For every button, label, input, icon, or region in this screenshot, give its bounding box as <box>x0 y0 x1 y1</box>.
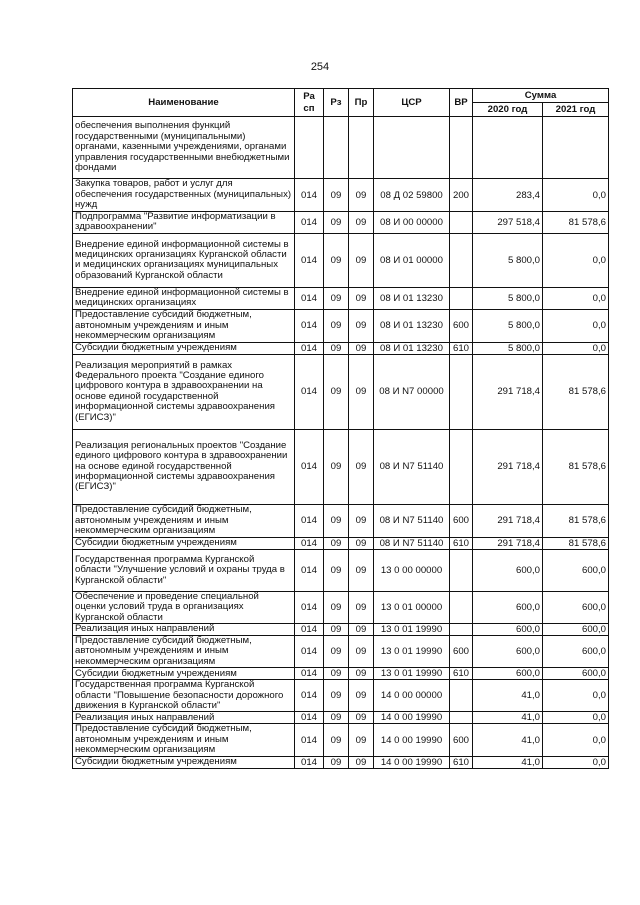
cell-csr: 08 И N7 51140 <box>374 429 450 504</box>
cell-pr: 09 <box>349 668 374 680</box>
cell-pr: 09 <box>349 624 374 636</box>
table-row <box>73 624 609 636</box>
cell-amount-2021: 81 578,6 <box>543 504 609 537</box>
cell-rz: 09 <box>324 636 349 668</box>
cell-rasp <box>295 117 324 179</box>
cell-amount-2020 <box>473 117 543 179</box>
cell-csr: 08 И N7 51140 <box>374 504 450 537</box>
cell-amount-2020: 283,4 <box>473 179 543 212</box>
cell-amount-2020: 291 718,4 <box>473 504 543 537</box>
cell-rz: 09 <box>324 179 349 212</box>
cell-vr <box>450 591 473 623</box>
table-row <box>73 724 609 756</box>
cell-vr: 600 <box>450 309 473 342</box>
table-row <box>73 668 609 680</box>
cell-amount-2020: 291 718,4 <box>473 354 543 429</box>
table-row <box>73 287 609 309</box>
cell-rasp: 014 <box>295 429 324 504</box>
cell-amount-2021: 0,0 <box>543 309 609 342</box>
cell-vr <box>450 680 473 712</box>
table-row <box>73 429 609 504</box>
cell-amount-2021: 0,0 <box>543 680 609 712</box>
cell-amount-2020: 600,0 <box>473 591 543 623</box>
cell-pr: 09 <box>349 756 374 768</box>
cell-rasp: 014 <box>295 549 324 591</box>
cell-csr: 08 И N7 00000 <box>374 354 450 429</box>
cell-rz: 09 <box>324 756 349 768</box>
cell-vr <box>450 287 473 309</box>
cell-csr: 08 И N7 51140 <box>374 537 450 549</box>
table-row <box>73 342 609 354</box>
cell-vr: 610 <box>450 537 473 549</box>
cell-csr: 14 0 00 19990 <box>374 756 450 768</box>
cell-pr <box>349 117 374 179</box>
cell-pr: 09 <box>349 179 374 212</box>
cell-rz: 09 <box>324 624 349 636</box>
cell-amount-2021: 0,0 <box>543 287 609 309</box>
cell-amount-2020: 600,0 <box>473 549 543 591</box>
cell-csr: 14 0 00 00000 <box>374 680 450 712</box>
cell-name: Подпрограмма "Развитие информатизации в здравоохранении" <box>73 212 295 234</box>
cell-pr: 09 <box>349 233 374 287</box>
cell-pr: 09 <box>349 680 374 712</box>
cell-rz: 09 <box>324 680 349 712</box>
header-rasp: Ра сп <box>295 89 324 117</box>
cell-amount-2021: 600,0 <box>543 591 609 623</box>
cell-vr <box>450 117 473 179</box>
header-rz: Рз <box>324 89 349 117</box>
cell-rz: 09 <box>324 212 349 234</box>
cell-vr <box>450 212 473 234</box>
cell-rasp: 014 <box>295 342 324 354</box>
cell-amount-2020: 291 718,4 <box>473 537 543 549</box>
cell-rasp: 014 <box>295 179 324 212</box>
cell-name: Внедрение единой информационной системы в медицинских организациях <box>73 287 295 309</box>
cell-rasp: 014 <box>295 591 324 623</box>
table-row <box>73 549 609 591</box>
cell-amount-2020: 5 800,0 <box>473 342 543 354</box>
cell-amount-2021: 600,0 <box>543 549 609 591</box>
cell-amount-2021: 81 578,6 <box>543 212 609 234</box>
cell-vr <box>450 354 473 429</box>
cell-rz: 09 <box>324 591 349 623</box>
cell-name: Предоставление субсидий бюджетным, автономным учреждениям и иным некоммерческим организациям <box>73 636 295 668</box>
header-csr: ЦСР <box>374 89 450 117</box>
cell-rz: 09 <box>324 309 349 342</box>
cell-rasp: 014 <box>295 287 324 309</box>
cell-vr: 600 <box>450 636 473 668</box>
table-row <box>73 212 609 234</box>
cell-amount-2021: 0,0 <box>543 724 609 756</box>
cell-amount-2020: 41,0 <box>473 712 543 724</box>
cell-rz: 09 <box>324 233 349 287</box>
cell-vr: 610 <box>450 756 473 768</box>
cell-csr: 08 Д 02 59800 <box>374 179 450 212</box>
cell-pr: 09 <box>349 636 374 668</box>
cell-csr: 13 0 01 00000 <box>374 591 450 623</box>
cell-pr: 09 <box>349 537 374 549</box>
cell-amount-2021: 600,0 <box>543 636 609 668</box>
cell-vr: 600 <box>450 504 473 537</box>
table-row <box>73 179 609 212</box>
cell-amount-2020: 5 800,0 <box>473 309 543 342</box>
cell-rasp: 014 <box>295 712 324 724</box>
cell-csr: 08 И 00 00000 <box>374 212 450 234</box>
table-row <box>73 636 609 668</box>
cell-pr: 09 <box>349 591 374 623</box>
table-row <box>73 680 609 712</box>
cell-pr: 09 <box>349 712 374 724</box>
cell-rz: 09 <box>324 724 349 756</box>
header-vr: ВР <box>450 89 473 117</box>
cell-csr: 08 И 01 13230 <box>374 287 450 309</box>
cell-csr: 08 И 01 13230 <box>374 309 450 342</box>
cell-name: Реализация региональных проектов "Создание единого цифрового контура в здравоохранении на основе единой государственной информационной системы здравоохранения (ЕГИСЗ)" <box>73 429 295 504</box>
table-row <box>73 537 609 549</box>
cell-name: Субсидии бюджетным учреждениям <box>73 756 295 768</box>
cell-vr <box>450 429 473 504</box>
cell-pr: 09 <box>349 549 374 591</box>
cell-amount-2020: 41,0 <box>473 756 543 768</box>
cell-vr: 610 <box>450 668 473 680</box>
cell-pr: 09 <box>349 724 374 756</box>
table-row <box>73 117 609 179</box>
cell-name: Субсидии бюджетным учреждениям <box>73 342 295 354</box>
header-year-2020: 2020 год <box>473 103 543 117</box>
cell-name: Реализация иных направлений <box>73 624 295 636</box>
cell-name: Обеспечение и проведение специальной оценки условий труда в организациях Курганской области <box>73 591 295 623</box>
cell-amount-2021: 0,0 <box>543 712 609 724</box>
cell-name: Внедрение единой информационной системы в медицинских организациях Курганской области и медицинских организациях муниципальных образований Курганской области <box>73 233 295 287</box>
cell-rz: 09 <box>324 287 349 309</box>
cell-csr: 13 0 00 00000 <box>374 549 450 591</box>
cell-name: Субсидии бюджетным учреждениям <box>73 537 295 549</box>
cell-rasp: 014 <box>295 680 324 712</box>
cell-rasp: 014 <box>295 724 324 756</box>
header-sum: Сумма <box>473 89 609 103</box>
cell-rasp: 014 <box>295 624 324 636</box>
cell-amount-2020: 600,0 <box>473 636 543 668</box>
header-pr: Пр <box>349 89 374 117</box>
table-row <box>73 591 609 623</box>
cell-pr: 09 <box>349 309 374 342</box>
cell-amount-2021: 0,0 <box>543 342 609 354</box>
table-row <box>73 712 609 724</box>
cell-rz: 09 <box>324 549 349 591</box>
cell-pr: 09 <box>349 287 374 309</box>
cell-csr: 14 0 00 19990 <box>374 712 450 724</box>
cell-name: Предоставление субсидий бюджетным, автономным учреждениям и иным некоммерческим организациям <box>73 504 295 537</box>
cell-rasp: 014 <box>295 756 324 768</box>
cell-amount-2020: 5 800,0 <box>473 287 543 309</box>
cell-rasp: 014 <box>295 309 324 342</box>
cell-amount-2021: 0,0 <box>543 756 609 768</box>
cell-amount-2021: 0,0 <box>543 179 609 212</box>
cell-csr: 08 И 01 13230 <box>374 342 450 354</box>
cell-pr: 09 <box>349 354 374 429</box>
cell-csr: 08 И 01 00000 <box>374 233 450 287</box>
cell-amount-2020: 41,0 <box>473 680 543 712</box>
cell-csr: 13 0 01 19990 <box>374 668 450 680</box>
cell-rasp: 014 <box>295 233 324 287</box>
cell-rz <box>324 117 349 179</box>
cell-vr <box>450 233 473 287</box>
cell-vr <box>450 624 473 636</box>
cell-rz: 09 <box>324 429 349 504</box>
cell-pr: 09 <box>349 504 374 537</box>
cell-name: Предоставление субсидий бюджетным, автономным учреждениям и иным некоммерческим организациям <box>73 724 295 756</box>
cell-name: обеспечения выполнения функций государственными (муниципальными) органами, казенными учреждениями, органами управления государственными внебюджетными фондами <box>73 117 295 179</box>
cell-amount-2021: 81 578,6 <box>543 537 609 549</box>
cell-amount-2020: 297 518,4 <box>473 212 543 234</box>
cell-amount-2020: 5 800,0 <box>473 233 543 287</box>
page-number: 254 <box>310 61 330 73</box>
cell-name: Реализация мероприятий в рамках Федерального проекта "Создание единого цифрового контура в здравоохранении на основе единой государственной информационной системы здравоохранения (ЕГИСЗ)" <box>73 354 295 429</box>
cell-amount-2020: 600,0 <box>473 624 543 636</box>
cell-amount-2020: 291 718,4 <box>473 429 543 504</box>
cell-csr <box>374 117 450 179</box>
cell-rasp: 014 <box>295 537 324 549</box>
cell-pr: 09 <box>349 429 374 504</box>
cell-rasp: 014 <box>295 668 324 680</box>
cell-vr: 610 <box>450 342 473 354</box>
cell-vr <box>450 549 473 591</box>
cell-rasp: 014 <box>295 504 324 537</box>
cell-name: Государственная программа Курганской области "Улучшение условий и охраны труда в Курганской области" <box>73 549 295 591</box>
table-header <box>73 89 609 117</box>
table-row <box>73 233 609 287</box>
cell-vr: 200 <box>450 179 473 212</box>
cell-rasp: 014 <box>295 212 324 234</box>
cell-amount-2021: 81 578,6 <box>543 429 609 504</box>
budget-table <box>72 88 609 769</box>
cell-name: Субсидии бюджетным учреждениям <box>73 668 295 680</box>
cell-rz: 09 <box>324 712 349 724</box>
header-name: Наименование <box>73 89 295 117</box>
cell-rz: 09 <box>324 537 349 549</box>
cell-amount-2021 <box>543 117 609 179</box>
cell-name: Предоставление субсидий бюджетным, автономным учреждениям и иным некоммерческим организациям <box>73 309 295 342</box>
cell-pr: 09 <box>349 212 374 234</box>
cell-rz: 09 <box>324 354 349 429</box>
cell-amount-2020: 600,0 <box>473 668 543 680</box>
cell-amount-2020: 41,0 <box>473 724 543 756</box>
table-body <box>73 117 609 769</box>
table-row <box>73 309 609 342</box>
cell-name: Реализация иных направлений <box>73 712 295 724</box>
cell-rz: 09 <box>324 668 349 680</box>
table-row <box>73 756 609 768</box>
cell-amount-2021: 0,0 <box>543 233 609 287</box>
cell-name: Государственная программа Курганской области "Повышение безопасности дорожного движения в Курганской области" <box>73 680 295 712</box>
cell-vr <box>450 712 473 724</box>
cell-rasp: 014 <box>295 636 324 668</box>
table-row <box>73 504 609 537</box>
cell-csr: 13 0 01 19990 <box>374 636 450 668</box>
header-year-2021: 2021 год <box>543 103 609 117</box>
cell-amount-2021: 600,0 <box>543 668 609 680</box>
cell-amount-2021: 81 578,6 <box>543 354 609 429</box>
cell-name: Закупка товаров, работ и услуг для обеспечения государственных (муниципальных) нужд <box>73 179 295 212</box>
cell-rz: 09 <box>324 504 349 537</box>
cell-rasp: 014 <box>295 354 324 429</box>
cell-pr: 09 <box>349 342 374 354</box>
table-row <box>73 354 609 429</box>
cell-amount-2021: 600,0 <box>543 624 609 636</box>
cell-vr: 600 <box>450 724 473 756</box>
cell-rz: 09 <box>324 342 349 354</box>
cell-csr: 13 0 01 19990 <box>374 624 450 636</box>
cell-csr: 14 0 00 19990 <box>374 724 450 756</box>
